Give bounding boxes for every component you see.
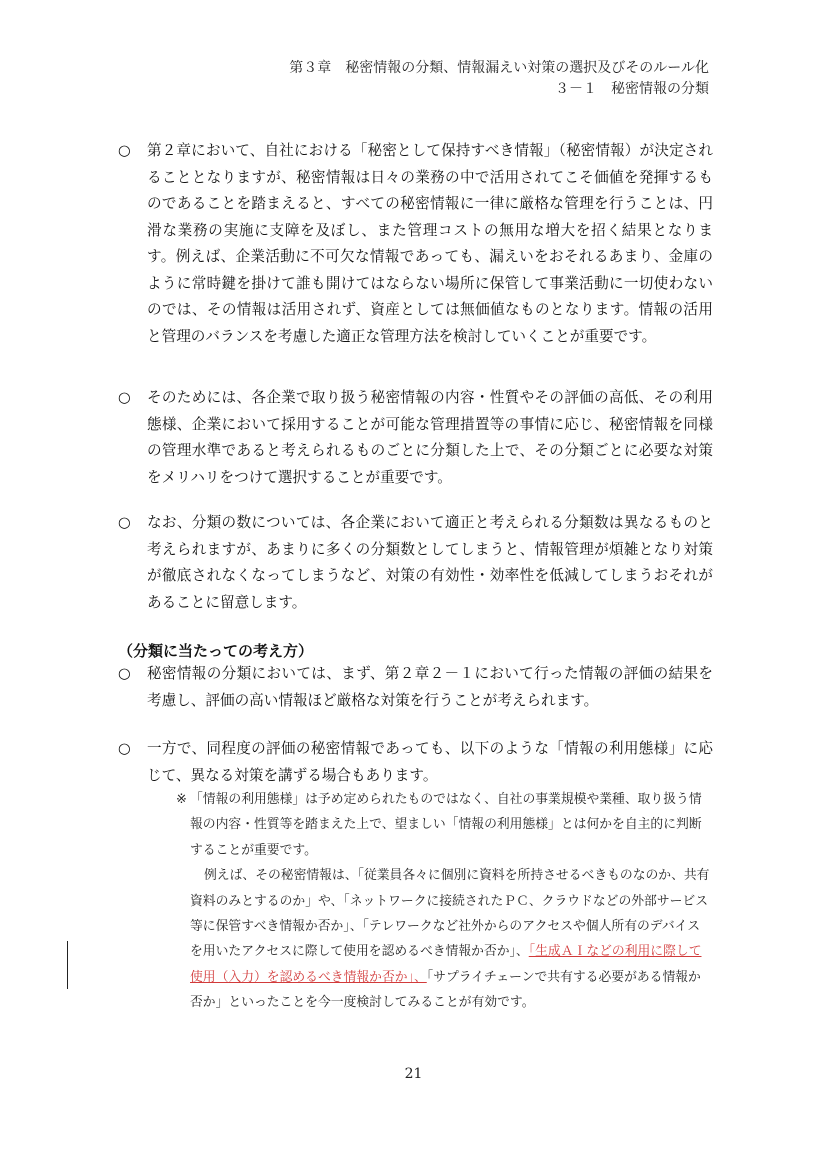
paragraph-text: なお、分類の数については、各企業において適正と考えられる分類数は異なるものと考えられますが、あまりに多くの分類数としてしまうと、情報管理が煩雑となり対策が徹底されなくなってしまうなど、対策の有効性・効率性を低減してしまうおそれがあることに留意します。	[147, 514, 713, 611]
note-text: 「サプライチェーンで共有する必要がある情報か否か」といったことを今一度検討してみることが有効です。	[190, 969, 701, 1011]
paragraph-5	[118, 736, 713, 789]
bullet-mark: ○	[118, 740, 131, 757]
bullet-mark: ○	[118, 142, 131, 159]
paragraph-text: 一方で、同程度の評価の秘密情報であっても、以下のような「情報の利用態様」に応じて、異なる対策を講ずる場合もあります。	[147, 740, 713, 784]
page-number: 21	[404, 1066, 423, 1082]
paragraph-text: 第２章において、自社における「秘密として保持すべき情報」（秘密情報）が決定されることとなりますが、秘密情報は日々の業務の中で活用されてこそ価値を発揮するものであることを踏まえると、すべての秘密情報に一律に厳格な管理を行うことは、円滑な業務の実施に支障を及ぼし、また管理コストの無用な増大を招く結果となります。例えば、企業活動に不可欠な情報であっても、漏えいをおそれるあまり、金庫のように常時鍵を掛けて誰も開けてはならない場所に保管して事業活動に一切使わないのでは、その情報は活用されず、資産としては無価値なものとなります。情報の活用と管理のバランスを考慮した適正な管理方法を検討していくことが重要です。	[147, 142, 713, 345]
paragraph-text: そのためには、各企業で取り扱う秘密情報の内容・性質やその評価の高低、その利用態様、企業において採用することが可能な管理措置等の事情に応じ、秘密情報を同様の管理水準であると考えられるものごとに分類した上で、その分類ごとに必要な対策をメリハリをつけて選択することが重要です。	[147, 389, 713, 486]
paragraph-1	[118, 138, 713, 350]
note-paragraph-2	[176, 863, 711, 1015]
section-heading: （分類に当たっての考え方）	[118, 642, 314, 660]
paragraph-4	[118, 661, 713, 714]
section-title: ３－１ 秘密情報の分類	[555, 81, 709, 97]
paragraph-3	[118, 510, 713, 616]
paragraph-text: 秘密情報の分類においては、まず、第２章２－１において行った情報の評価の結果を考慮し、評価の高い情報ほど厳格な対策を行うことが考えられます。	[147, 665, 713, 709]
revision-bar	[67, 941, 68, 989]
running-header	[289, 58, 709, 100]
note-text: 例えば、その秘密情報は、「従業員各々に個別に資料を所持させるべきものなのか、共有資料のみとするのか」や、「ネットワークに接続されたＰＣ、クラウドなどの外部サービス等に保管すべき情報か否か」、「テレワークなど社外からのアクセスや個人所有のデバイスを用いたアクセスに際して使用を認めるべき情報か否か」、	[190, 868, 710, 960]
chapter-title: 第３章 秘密情報の分類、情報漏えい対策の選択及びそのルール化	[289, 60, 709, 76]
revised-text: 「生成ＡＩなどの利用に際して使用（入力）を認めるべき情報か否か」、	[190, 944, 702, 985]
bullet-mark: ○	[118, 514, 131, 531]
paragraph-2	[118, 385, 713, 491]
bullet-mark: ○	[118, 389, 131, 406]
note-block	[176, 787, 711, 1016]
note-mark: ※	[176, 792, 187, 807]
note-paragraph-1: 「情報の利用態様」は予め定められたものではなく、自社の事業規模や業種、取り扱う情報の内容・性質等を踏まえた上で、望ましい「情報の利用態様」とは何かを自主的に判断することが重要です。	[190, 792, 702, 858]
bullet-mark: ○	[118, 665, 131, 682]
